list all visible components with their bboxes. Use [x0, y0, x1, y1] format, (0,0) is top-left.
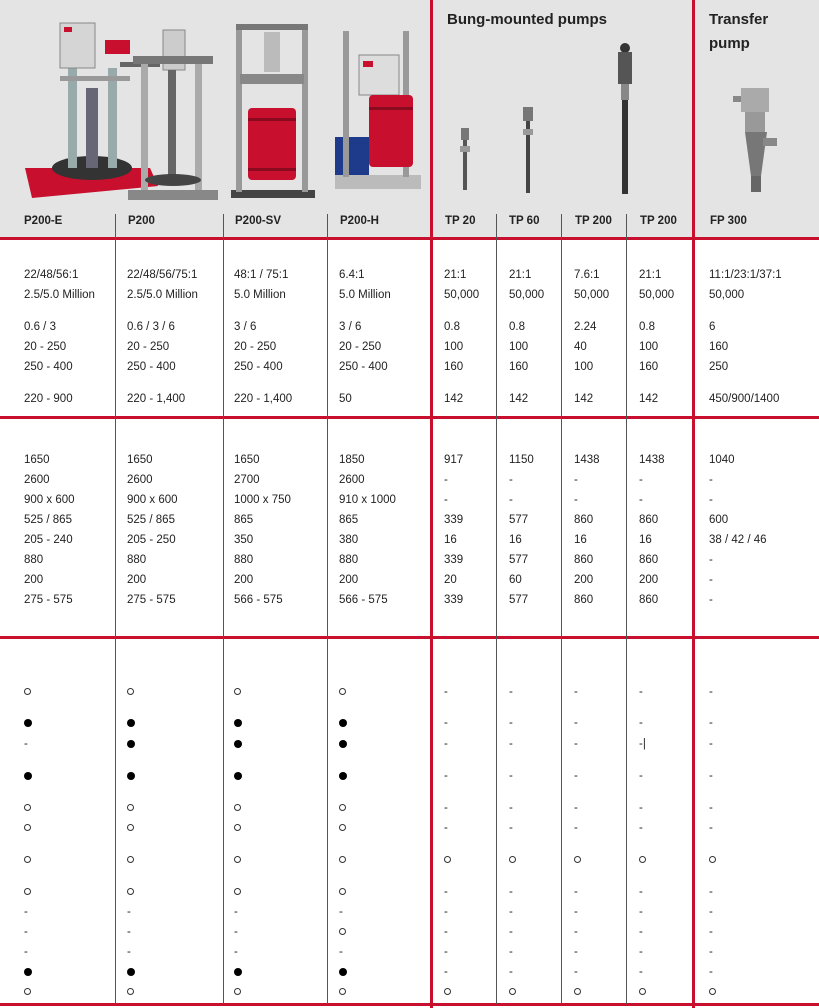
table-cell: - [444, 802, 448, 814]
table-cell: 2600 [127, 474, 153, 486]
table-cell: 200 [127, 574, 147, 586]
filled-dot-icon [24, 716, 36, 730]
column-separator [496, 214, 497, 1004]
column-separator [327, 214, 328, 1004]
table-cell: - [339, 906, 343, 918]
table-cell: 142 [444, 393, 464, 405]
table-cell: - [574, 770, 578, 782]
table-cell: 900 x 600 [127, 494, 178, 506]
table-cell: - [444, 738, 448, 750]
filled-dot-icon [127, 965, 139, 979]
table-cell: 21:1 [639, 269, 662, 281]
table-cell: 3 / 6 [339, 321, 362, 333]
open-circle-icon [709, 985, 721, 999]
table-cell: 1438 [574, 454, 600, 466]
table-cell: 250 - 400 [127, 361, 176, 373]
open-circle-icon [709, 853, 721, 867]
table-cell: - [444, 886, 448, 898]
table-cell: 1040 [709, 454, 735, 466]
tp60-pump-image [520, 107, 536, 195]
filled-dot-icon [234, 737, 246, 751]
table-cell: 900 x 600 [24, 494, 75, 506]
table-cell: 6.4:1 [339, 269, 365, 281]
table-cell: 220 - 1,400 [127, 393, 186, 405]
divider [0, 237, 819, 240]
open-circle-icon [639, 985, 651, 999]
table-cell: - [509, 802, 513, 814]
table-cell: - [639, 886, 643, 898]
filled-dot-icon [339, 737, 351, 751]
table-cell: 200 [339, 574, 359, 586]
table-cell: 0.8 [509, 321, 525, 333]
table-cell: - [24, 738, 28, 750]
table-cell: 3 / 6 [234, 321, 257, 333]
open-circle-icon [234, 801, 246, 815]
filled-dot-icon [339, 965, 351, 979]
table-cell: 220 - 900 [24, 393, 73, 405]
table-cell: - [509, 906, 513, 918]
table-cell: 865 [339, 514, 359, 526]
table-cell: 50,000 [444, 289, 480, 301]
filled-dot-icon [234, 716, 246, 730]
table-cell: 860 [639, 514, 659, 526]
table-cell: - [709, 906, 713, 918]
group-divider [430, 0, 433, 1008]
table-cell: 566 - 575 [339, 594, 388, 606]
table-cell: 250 - 400 [339, 361, 388, 373]
table-cell: 21:1 [509, 269, 532, 281]
table-cell: - [444, 494, 448, 506]
open-circle-icon [127, 685, 139, 699]
table-cell: - [574, 906, 578, 918]
header-p200e: P200-E [24, 215, 63, 227]
table-cell: 860 [574, 594, 594, 606]
column-separator [626, 214, 627, 1004]
table-cell: - [127, 946, 131, 958]
table-cell: 339 [444, 554, 464, 566]
table-cell: - [509, 886, 513, 898]
open-circle-icon [339, 821, 351, 835]
table-cell: 0.6 / 3 / 6 [127, 321, 175, 333]
header-p200: P200 [128, 215, 155, 227]
table-cell: - [709, 717, 713, 729]
table-cell: - [709, 738, 713, 750]
table-cell: 50,000 [709, 289, 745, 301]
table-cell: - [574, 946, 578, 958]
divider [0, 1003, 819, 1006]
table-cell: 20 - 250 [339, 341, 382, 353]
divider [0, 636, 819, 639]
table-cell: 20 - 250 [234, 341, 277, 353]
open-circle-icon [24, 821, 36, 835]
table-cell: 860 [639, 594, 659, 606]
table-cell: - [709, 946, 713, 958]
open-circle-icon [339, 925, 351, 939]
table-cell: 1000 x 750 [234, 494, 291, 506]
table-cell: 22/48/56/75:1 [127, 269, 198, 281]
open-circle-icon [339, 685, 351, 699]
table-cell: 200 [234, 574, 254, 586]
table-cell: - [509, 926, 513, 938]
table-cell: - [509, 686, 513, 698]
open-circle-icon [24, 853, 36, 867]
table-cell: - [709, 926, 713, 938]
table-cell: - [639, 770, 643, 782]
filled-dot-icon [127, 737, 139, 751]
table-cell: 1650 [127, 454, 153, 466]
divider [0, 416, 819, 419]
table-cell: - [574, 886, 578, 898]
table-cell: 5.0 Million [339, 289, 391, 301]
table-cell: 205 - 250 [127, 534, 176, 546]
table-cell: 2.5/5.0 Million [24, 289, 95, 301]
table-cell: 1850 [339, 454, 365, 466]
table-cell: 16 [639, 534, 652, 546]
table-cell: 100 [574, 361, 594, 373]
open-circle-icon [509, 985, 521, 999]
table-cell: - [709, 686, 713, 698]
table-cell: 160 [444, 361, 464, 373]
table-cell: - [509, 770, 513, 782]
table-cell: 0.8 [639, 321, 655, 333]
table-cell: 339 [444, 514, 464, 526]
table-cell: 7.6:1 [574, 269, 600, 281]
table-cell: - [574, 966, 578, 978]
table-cell: - [234, 926, 238, 938]
open-circle-icon [339, 801, 351, 815]
table-cell: 200 [639, 574, 659, 586]
open-circle-icon [127, 821, 139, 835]
open-circle-icon [444, 985, 456, 999]
header-tp20: TP 20 [445, 215, 476, 227]
table-cell: 160 [509, 361, 529, 373]
table-cell: 40 [574, 341, 587, 353]
table-cell: 20 - 250 [24, 341, 67, 353]
table-cell: 50,000 [574, 289, 610, 301]
table-cell: 22/48/56:1 [24, 269, 79, 281]
open-circle-icon [127, 885, 139, 899]
tp20-pump-image [457, 128, 473, 194]
table-cell: - [574, 686, 578, 698]
table-cell: 275 - 575 [24, 594, 73, 606]
table-cell: 0.6 / 3 [24, 321, 56, 333]
table-cell: 16 [509, 534, 522, 546]
table-cell: 250 [709, 361, 729, 373]
table-cell: - [574, 738, 578, 750]
table-cell: 160 [709, 341, 729, 353]
table-cell: - [339, 946, 343, 958]
table-cell: - [574, 494, 578, 506]
open-circle-icon [339, 985, 351, 999]
table-cell: 525 / 865 [127, 514, 175, 526]
open-circle-icon [24, 885, 36, 899]
table-cell: -| [639, 738, 646, 750]
table-cell: 100 [509, 341, 529, 353]
table-cell: - [509, 494, 513, 506]
table-cell: - [127, 906, 131, 918]
table-cell: - [234, 946, 238, 958]
table-cell: 50,000 [509, 289, 545, 301]
table-cell: 250 - 400 [234, 361, 283, 373]
table-cell: - [444, 906, 448, 918]
filled-dot-icon [24, 965, 36, 979]
open-circle-icon [339, 853, 351, 867]
table-cell: - [234, 906, 238, 918]
column-separator [223, 214, 224, 1004]
table-cell: 142 [574, 393, 594, 405]
table-cell: 577 [509, 554, 529, 566]
table-cell: - [444, 966, 448, 978]
filled-dot-icon [24, 769, 36, 783]
p200h-pump-image [333, 25, 423, 195]
table-cell: 20 [444, 574, 457, 586]
table-cell: 880 [24, 554, 44, 566]
table-cell: 910 x 1000 [339, 494, 396, 506]
table-cell: - [444, 926, 448, 938]
table-cell: - [509, 717, 513, 729]
header-p200h: P200-H [340, 215, 379, 227]
table-cell: 48:1 / 75:1 [234, 269, 289, 281]
table-cell: 50,000 [639, 289, 675, 301]
table-cell: 880 [127, 554, 147, 566]
table-cell: 200 [24, 574, 44, 586]
table-cell: - [509, 946, 513, 958]
p200sv-pump-image [228, 20, 318, 200]
open-circle-icon [574, 985, 586, 999]
open-circle-icon [234, 885, 246, 899]
table-cell: 1650 [234, 454, 260, 466]
header-tp200b: TP 200 [640, 215, 677, 227]
table-cell: 1438 [639, 454, 665, 466]
table-cell: - [639, 926, 643, 938]
table-cell: 250 - 400 [24, 361, 73, 373]
table-cell: 1150 [509, 454, 534, 466]
table-cell: 60 [509, 574, 522, 586]
table-cell: - [574, 802, 578, 814]
table-cell: 16 [444, 534, 457, 546]
table-cell: 380 [339, 534, 359, 546]
open-circle-icon [24, 685, 36, 699]
table-cell: - [639, 686, 643, 698]
open-circle-icon [574, 853, 586, 867]
table-cell: - [574, 822, 578, 834]
filled-dot-icon [127, 769, 139, 783]
header-p200sv: P200-SV [235, 215, 282, 227]
filled-dot-icon [339, 769, 351, 783]
table-cell: - [709, 802, 713, 814]
table-cell: - [444, 717, 448, 729]
table-cell: 339 [444, 594, 464, 606]
header-fp300: FP 300 [710, 215, 747, 227]
group-title-transfer-2: pump [709, 35, 750, 52]
p200-pump-image [123, 20, 223, 205]
table-cell: - [574, 926, 578, 938]
table-cell: - [709, 474, 713, 486]
open-circle-icon [509, 853, 521, 867]
group-title-bung: Bung-mounted pumps [447, 11, 607, 28]
filled-dot-icon [234, 769, 246, 783]
table-cell: 11:1/23:1/37:1 [709, 269, 782, 281]
table-cell: - [639, 474, 643, 486]
table-cell: - [509, 822, 513, 834]
table-cell: 1650 [24, 454, 50, 466]
table-cell: 2700 [234, 474, 260, 486]
table-cell: - [444, 686, 448, 698]
table-cell: 350 [234, 534, 254, 546]
table-cell: 21:1 [444, 269, 467, 281]
open-circle-icon [24, 985, 36, 999]
table-cell: 2.5/5.0 Million [127, 289, 198, 301]
table-cell: 200 [574, 574, 594, 586]
table-cell: 880 [339, 554, 359, 566]
table-cell: - [709, 966, 713, 978]
open-circle-icon [339, 885, 351, 899]
table-cell: 100 [639, 341, 659, 353]
open-circle-icon [234, 853, 246, 867]
table-cell: - [574, 474, 578, 486]
column-separator [561, 214, 562, 1004]
table-cell: - [24, 946, 28, 958]
table-cell: - [509, 474, 513, 486]
table-cell: 160 [639, 361, 659, 373]
table-cell: - [709, 886, 713, 898]
open-circle-icon [234, 985, 246, 999]
table-cell: 860 [574, 514, 594, 526]
table-cell: - [639, 946, 643, 958]
table-cell: 142 [509, 393, 529, 405]
header-tp200a: TP 200 [575, 215, 612, 227]
table-cell: - [709, 574, 713, 586]
open-circle-icon [639, 853, 651, 867]
table-cell: 2600 [339, 474, 365, 486]
table-cell: 142 [639, 393, 659, 405]
table-cell: - [639, 966, 643, 978]
table-cell: 275 - 575 [127, 594, 176, 606]
table-cell: - [444, 474, 448, 486]
table-cell: - [444, 946, 448, 958]
table-cell: - [24, 926, 28, 938]
table-cell: - [709, 554, 713, 566]
table-cell: 38 / 42 / 46 [709, 534, 767, 546]
table-cell: - [639, 717, 643, 729]
table-cell: - [444, 770, 448, 782]
table-cell: 100 [444, 341, 464, 353]
table-cell: 20 - 250 [127, 341, 170, 353]
table-cell: 600 [709, 514, 729, 526]
table-cell: 880 [234, 554, 254, 566]
filled-dot-icon [127, 716, 139, 730]
table-cell: - [709, 494, 713, 506]
table-cell: 917 [444, 454, 464, 466]
table-cell: - [639, 802, 643, 814]
table-cell: - [709, 822, 713, 834]
group-title-transfer-1: Transfer [709, 11, 769, 28]
table-cell: 566 - 575 [234, 594, 283, 606]
table-cell: - [24, 906, 28, 918]
table-cell: - [509, 966, 513, 978]
table-cell: - [509, 738, 513, 750]
open-circle-icon [127, 985, 139, 999]
table-cell: 205 - 240 [24, 534, 73, 546]
table-cell: 6 [709, 321, 716, 333]
table-cell: 2.24 [574, 321, 597, 333]
table-cell: - [127, 926, 131, 938]
group-divider [692, 0, 695, 1008]
table-cell: 220 - 1,400 [234, 393, 293, 405]
table-cell: 5.0 Million [234, 289, 286, 301]
table-cell: 577 [509, 514, 529, 526]
open-circle-icon [127, 853, 139, 867]
table-cell: 0.8 [444, 321, 460, 333]
table-cell: 860 [574, 554, 594, 566]
table-cell: 2600 [24, 474, 50, 486]
table-cell: 50 [339, 393, 352, 405]
header-tp60: TP 60 [509, 215, 540, 227]
table-cell: 865 [234, 514, 254, 526]
table-cell: - [639, 906, 643, 918]
column-separator [115, 214, 116, 1004]
filled-dot-icon [234, 965, 246, 979]
table-cell: 450/900/1400 [709, 393, 780, 405]
table-cell: 577 [509, 594, 529, 606]
open-circle-icon [127, 801, 139, 815]
table-cell: - [444, 822, 448, 834]
fp300-pump-image [733, 86, 779, 194]
table-cell: - [639, 822, 643, 834]
table-cell: - [709, 594, 713, 606]
table-cell: - [709, 770, 713, 782]
filled-dot-icon [339, 716, 351, 730]
table-cell: 16 [574, 534, 587, 546]
table-cell: - [574, 717, 578, 729]
open-circle-icon [234, 821, 246, 835]
table-cell: 860 [639, 554, 659, 566]
open-circle-icon [234, 685, 246, 699]
table-cell: - [639, 494, 643, 506]
tp200-pump-image [613, 42, 637, 197]
table-cell: 525 / 865 [24, 514, 72, 526]
open-circle-icon [444, 853, 456, 867]
open-circle-icon [24, 801, 36, 815]
